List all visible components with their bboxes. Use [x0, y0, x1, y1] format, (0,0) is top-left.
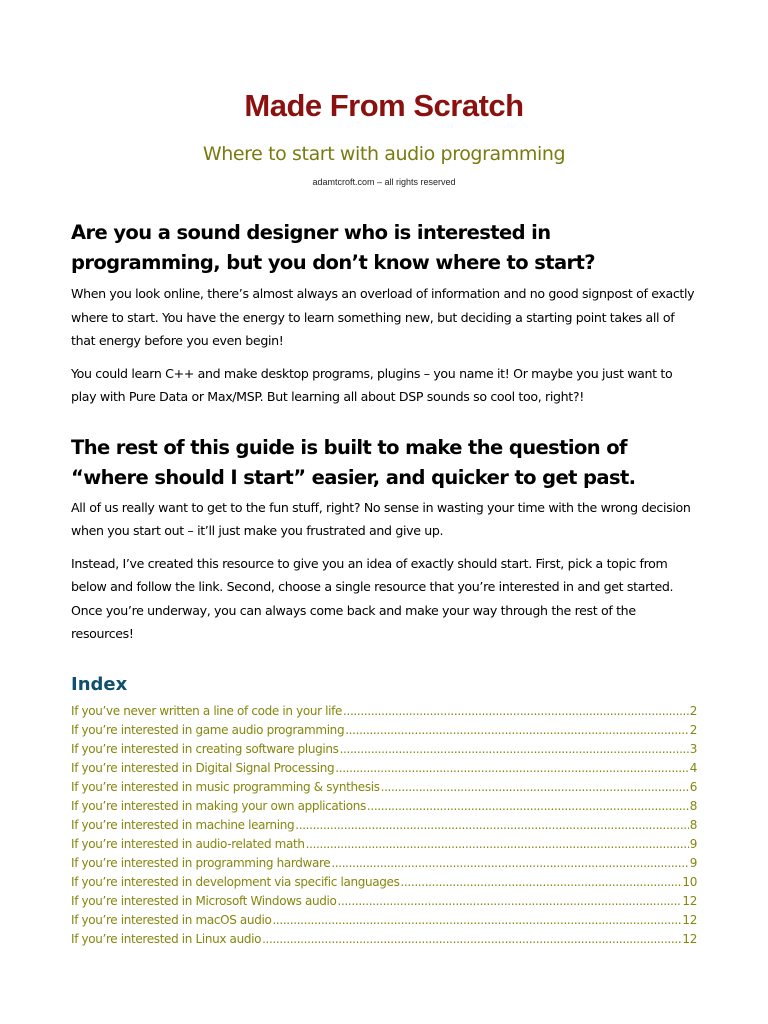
- toc-dot-leader: [295, 816, 688, 835]
- toc-entry-link[interactable]: [71, 892, 697, 911]
- toc-entry-link[interactable]: [71, 911, 697, 930]
- toc-entry-link[interactable]: [71, 854, 697, 873]
- toc-page-number: 12: [682, 893, 697, 908]
- toc-entry-link[interactable]: [71, 778, 697, 797]
- toc-page-number: 8: [689, 798, 697, 813]
- toc-page-number: 8: [689, 817, 697, 832]
- toc-dot-leader: [381, 778, 689, 797]
- document-subtitle: Where to start with audio programming: [202, 143, 566, 165]
- toc-entry-text: If you’re interested in Microsoft Windows audio: [71, 893, 337, 908]
- toc-page-number: 3: [689, 741, 697, 756]
- toc-entry-link[interactable]: [71, 702, 697, 721]
- toc-entry-text: If you’re interested in machine learning: [71, 817, 295, 832]
- toc-entry-link[interactable]: [71, 835, 697, 854]
- toc-entry-link[interactable]: [71, 721, 697, 740]
- document-body: [71, 218, 701, 949]
- toc-entry-text: If you’re interested in creating software plugins: [71, 741, 339, 756]
- toc-entry-text: If you’re interested in audio-related math: [71, 836, 305, 851]
- toc-dot-leader: [340, 740, 689, 759]
- toc-dot-leader: [367, 797, 689, 816]
- toc-page-number: 4: [689, 760, 697, 775]
- toc-entry-link[interactable]: [71, 740, 697, 759]
- toc-dot-leader: [343, 702, 689, 721]
- index-heading: Index: [71, 673, 128, 695]
- section-heading-guide: The rest of this guide is built to make the question of “where should I start” easier, and quicker to get past.: [71, 435, 636, 489]
- toc-page-number: 6: [689, 779, 697, 794]
- guide-paragraph-1: All of us really want to get to the fun stuff, right? No sense in wasting your time with the wrong decision when you start out – it’ll just make you frustrated and give up.: [71, 499, 691, 538]
- toc-dot-leader: [306, 835, 689, 854]
- toc-entry-link[interactable]: [71, 873, 697, 892]
- document-title: Made From Scratch: [244, 88, 524, 123]
- toc-dot-leader: [272, 911, 681, 930]
- toc-dot-leader: [262, 930, 681, 949]
- toc-entry-link[interactable]: [71, 759, 697, 778]
- toc-dot-leader: [400, 873, 681, 892]
- toc-entry-text: If you’re interested in programming hardware: [71, 855, 331, 870]
- toc-entry-link[interactable]: [71, 797, 697, 816]
- toc-page-number: 9: [689, 855, 697, 870]
- toc-page-number: 12: [682, 931, 697, 946]
- toc-entry-text: If you’re interested in game audio programming: [71, 722, 345, 737]
- guide-paragraph-2: Instead, I’ve created this resource to give you an idea of exactly should start. First, pick a topic from below and follow the link. Second, choose a single resource that you’re interested in and get started. Once you’re underway, you can always come back and make your way through the rest of the resources!: [71, 555, 674, 641]
- toc-page-number: 12: [682, 912, 697, 927]
- table-of-contents: [71, 702, 697, 949]
- toc-dot-leader: [335, 759, 688, 778]
- toc-entry-text: If you’re interested in making your own applications: [71, 798, 366, 813]
- toc-entry-text: If you’re interested in development via specific languages: [71, 874, 400, 889]
- toc-entry-text: If you’re interested in Digital Signal Processing: [71, 760, 335, 775]
- intro-paragraph-1: When you look online, there’s almost always an overload of information and no good signpost of exactly where to start. You have the energy to learn something new, but deciding a starting point takes all of that energy before you even begin!: [71, 286, 695, 348]
- toc-page-number: 10: [682, 874, 697, 889]
- toc-page-number: 9: [689, 836, 697, 851]
- toc-page-number: 2: [689, 703, 697, 718]
- section-heading-intro: Are you a sound designer who is interested in programming, but you don’t know where to start?: [71, 221, 595, 274]
- copyright-notice: adamtcroft.com – all rights reserved: [312, 177, 456, 187]
- toc-entry-text: If you’re interested in macOS audio: [71, 912, 272, 927]
- toc-page-number: 2: [689, 722, 697, 737]
- toc-entry-link[interactable]: [71, 930, 697, 949]
- toc-dot-leader: [331, 854, 688, 873]
- toc-dot-leader: [338, 892, 682, 911]
- toc-entry-text: If you’ve never written a line of code in your life: [71, 703, 343, 718]
- toc-entry-text: If you’re interested in Linux audio: [71, 931, 262, 946]
- toc-entry-text: If you’re interested in music programming & synthesis: [71, 779, 380, 794]
- toc-dot-leader: [345, 721, 688, 740]
- toc-entry-link[interactable]: [71, 816, 697, 835]
- intro-paragraph-2: You could learn C++ and make desktop programs, plugins – you name it! Or maybe you just want to play with Pure Data or Max/MSP. But learning all about DSP sounds so cool too, right?!: [71, 365, 673, 404]
